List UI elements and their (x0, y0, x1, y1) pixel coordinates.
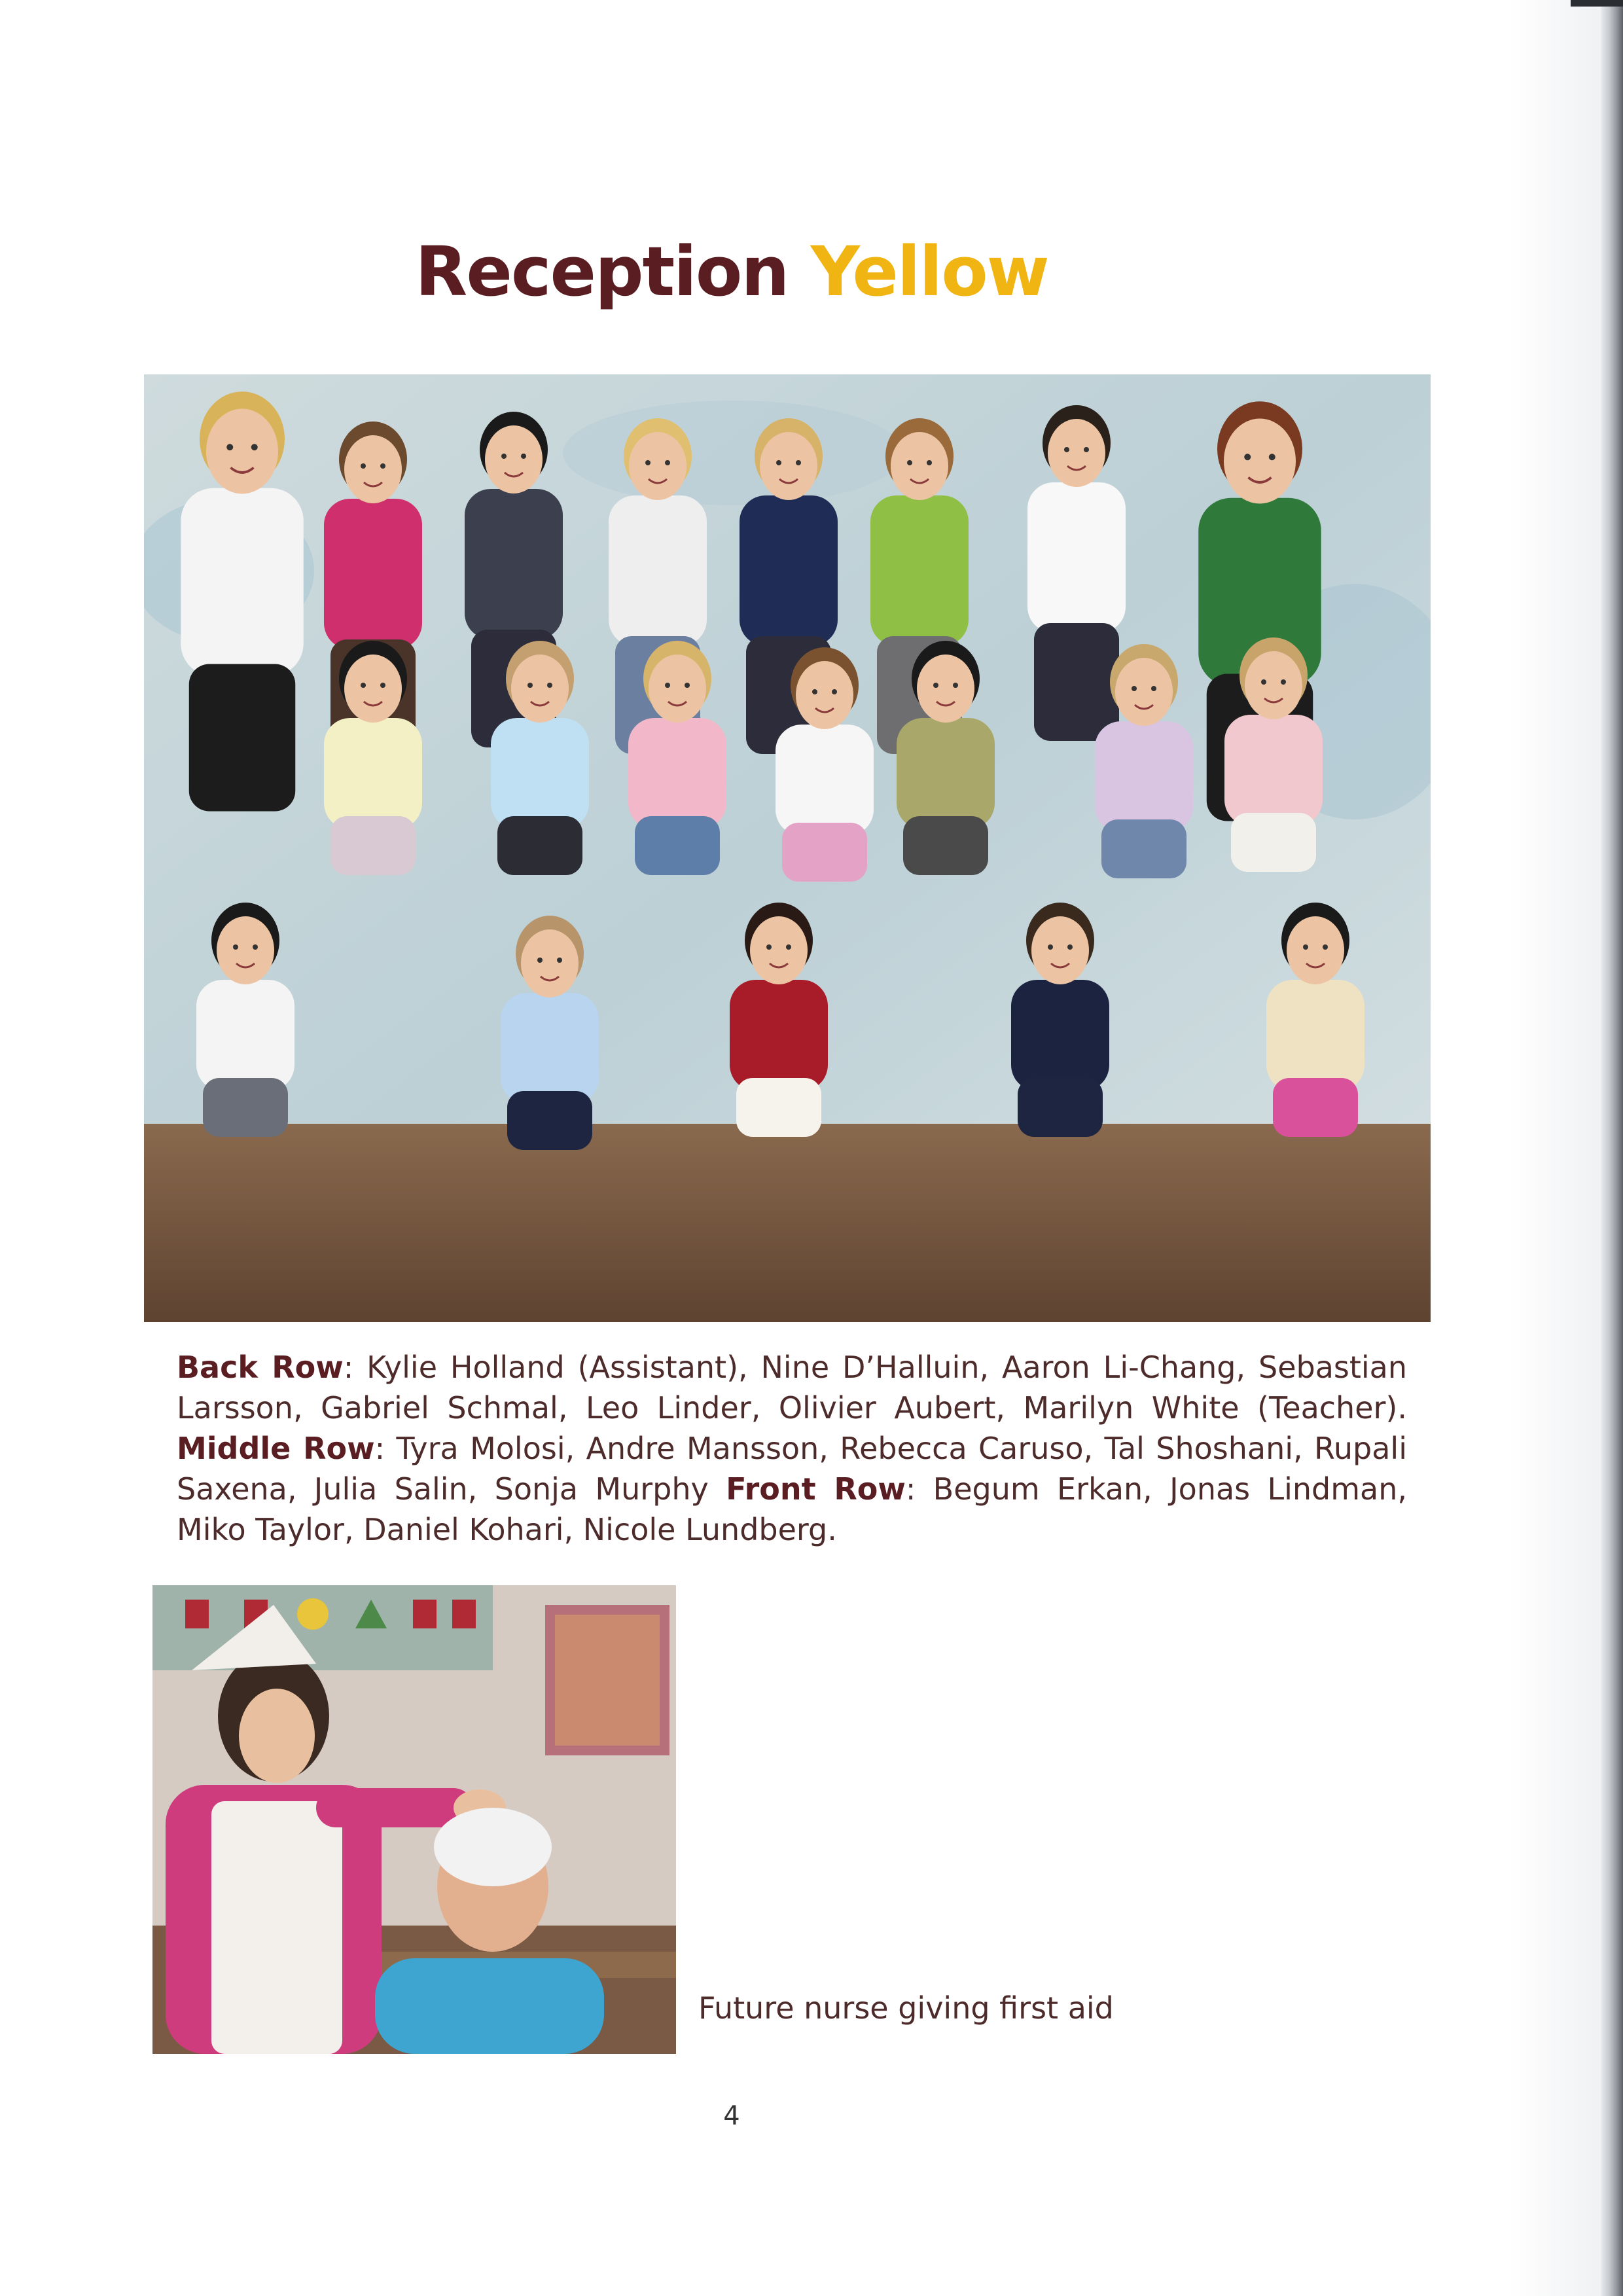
front-row-names: : Begum Erkan, Jonas Lindman, Miko Taylor, Daniel Kohari, Nicole Lundberg. (177, 1471, 1407, 1547)
back-row-names: : Kylie Holland (Assistant), Nine D’Halluin, Aaron Li-Chang, Sebastian Larsson, Gabriel Schmal, Leo Linder, Olivier Aubert, Marilyn White (Teacher). (177, 1350, 1408, 1426)
title-reception: Reception (415, 232, 789, 312)
middle-row-names: : Tyra Molosi, Andre Mansson, Rebecca Caruso, Tal Shoshani, Rupali Saxena, Julia Salin, Sonja Murphy (177, 1431, 1407, 1507)
page-edge (1601, 0, 1623, 2296)
back-row-label: Back Row (177, 1350, 344, 1385)
page-edge-shadow (1509, 0, 1601, 2296)
binding-corner (1571, 0, 1623, 7)
nurse-photo-caption: Future nurse giving first aid (698, 1990, 1114, 2026)
nurse-photo (152, 1585, 676, 2054)
class-photo (144, 374, 1431, 1322)
page-number: 4 (723, 2101, 740, 2131)
title-yellow: Yellow (810, 232, 1048, 312)
front-row-label: Front Row (726, 1471, 906, 1507)
page-title (0, 229, 1463, 314)
middle-row-label: Middle Row (177, 1431, 375, 1466)
photo-caption-names (177, 1347, 1407, 1550)
